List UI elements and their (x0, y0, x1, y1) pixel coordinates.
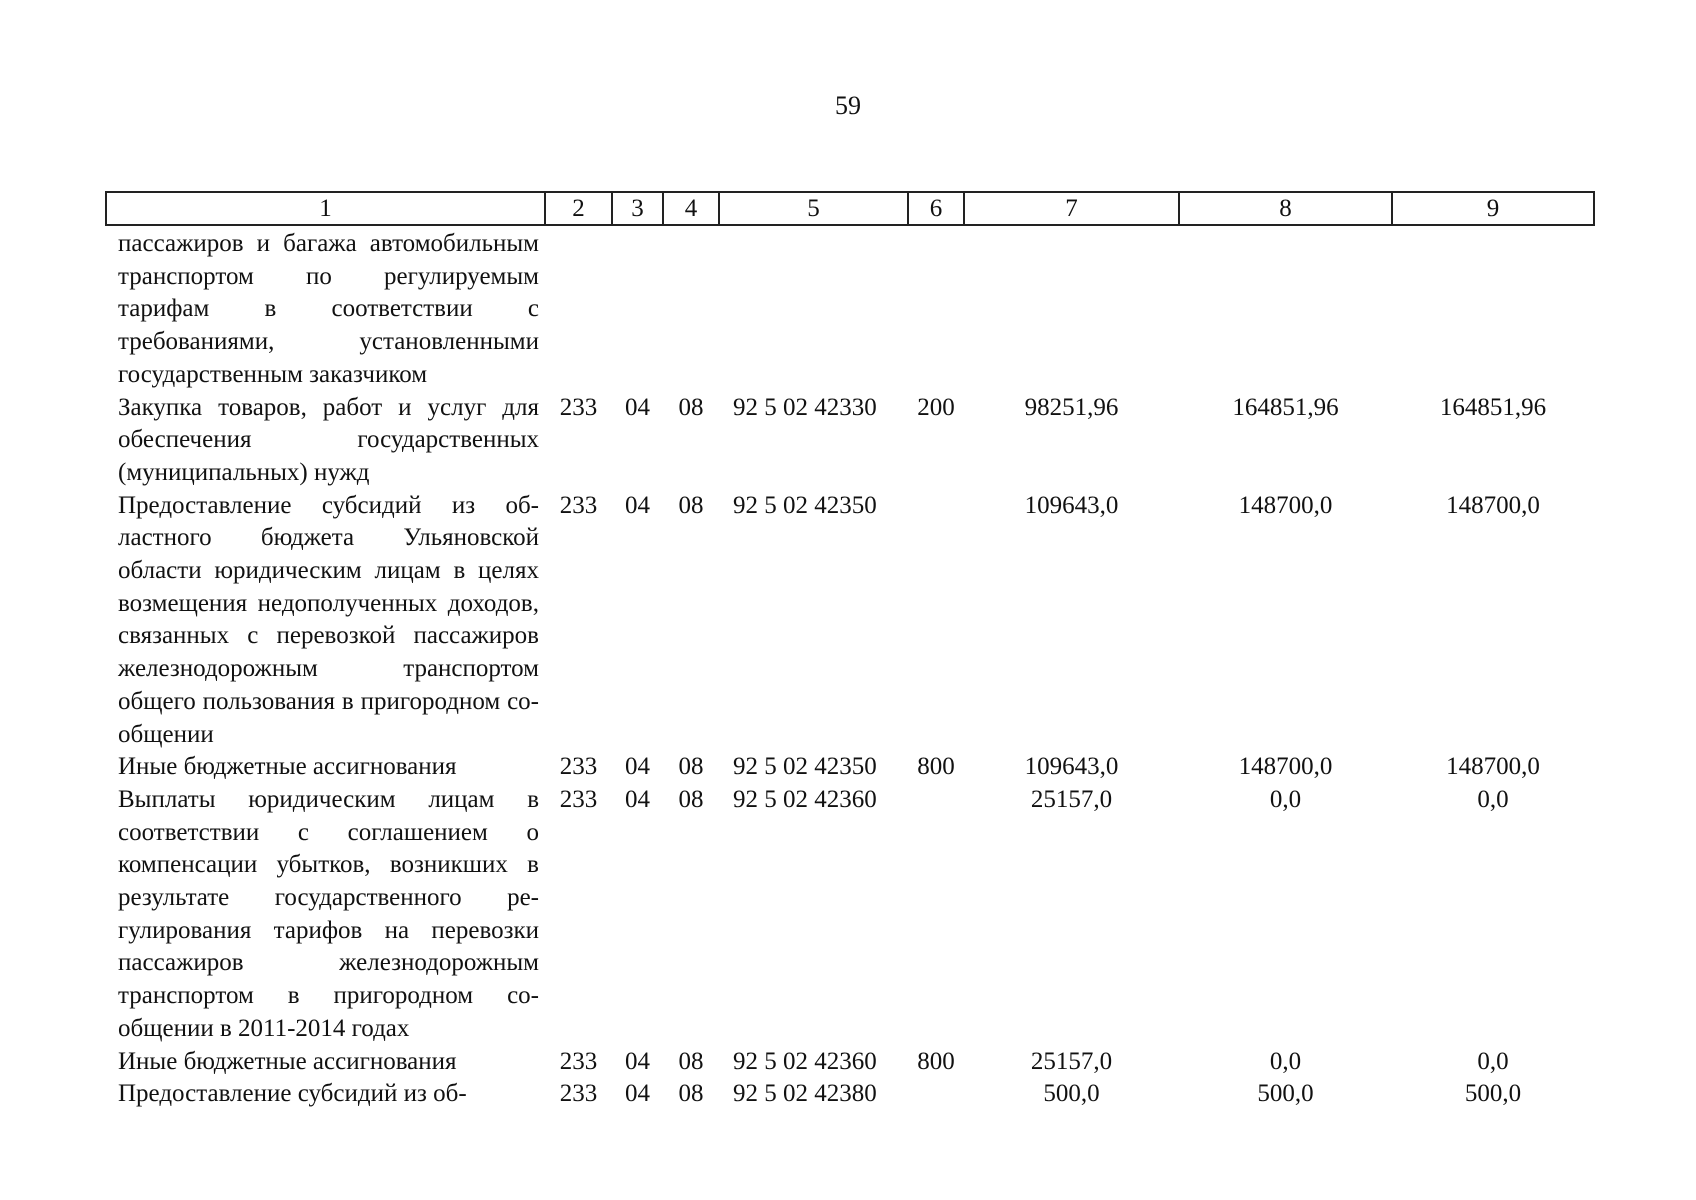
row-pr: 08 (678, 1080, 704, 1108)
row-name: Иные бюджетные ассигнования (118, 1047, 457, 1075)
row-sum-1: 500,0 (1043, 1080, 1100, 1108)
header-cell-sum-3: 9 (1392, 192, 1594, 225)
row-csr (719, 225, 908, 392)
row-csr: 92 5 02 42350 (733, 491, 877, 519)
row-name: Закупка товаров, работ и услуг для обеспечения государственных (муниципальных) нужд (118, 393, 539, 486)
header-cell-sum-1: 7 (964, 192, 1179, 225)
row-name: Предоставление субсидий из областного бюджета Ульяновской области юридическим лицам в целях возмещения недополученных доходов, связанных с перевозкой пассажиров железнодорожным транспортом общего пользования в пригородном сообщении (118, 491, 539, 748)
row-rz: 04 (625, 785, 650, 813)
row-name: Иные бюджетные ассигнования (118, 753, 457, 781)
row-sum-1: 25157,0 (1030, 1047, 1113, 1075)
table-row (106, 784, 1594, 1046)
row-vr: 200 (917, 393, 955, 421)
table-row (106, 225, 1594, 392)
header-cell-csr: 5 (719, 192, 908, 225)
header-cell-vr: 6 (908, 192, 964, 225)
row-grbs: 233 (559, 491, 598, 519)
header-cell-pr: 4 (663, 192, 719, 225)
row-pr: 08 (678, 753, 704, 781)
row-sum-3: 148700,0 (1446, 491, 1540, 519)
table-row (106, 490, 1594, 752)
row-rz: 04 (625, 1047, 650, 1075)
header-cell-grbs: 2 (545, 192, 612, 225)
row-pr: 08 (678, 1047, 704, 1075)
header-row (106, 192, 1594, 225)
row-sum-2: 0,0 (1269, 1047, 1302, 1075)
row-rz (612, 225, 663, 392)
row-sum-3: 164851,96 (1439, 393, 1547, 421)
row-grbs: 233 (559, 1080, 598, 1108)
row-rz: 04 (625, 1080, 650, 1108)
row-vr: 800 (917, 753, 955, 781)
row-name: пассажиров и багажа автомобильным транспортом по регулируемым тарифам в соответствии с требованиями, установленными государственным заказчиком (118, 230, 539, 388)
row-grbs: 233 (559, 785, 598, 813)
row-vr (908, 225, 964, 392)
row-name: Выплаты юридическим лицам в соответствии с соглашением о компенсации убытков, возникших в результате государственного регулирования тарифов на перевозки пассажиров железнодорожным транспортом в пригородном сообщении в 2011-2014 годах (118, 785, 539, 1042)
row-csr: 92 5 02 42330 (733, 393, 877, 421)
row-vr (908, 784, 964, 1046)
table-row (106, 1046, 1594, 1079)
row-sum-2: 0,0 (1269, 785, 1302, 813)
header-cell-rz: 3 (612, 192, 663, 225)
row-grbs: 233 (559, 1047, 598, 1075)
header-cell-sum-2: 8 (1179, 192, 1392, 225)
row-grbs: 233 (559, 753, 598, 781)
row-sum-3: 0,0 (1477, 785, 1509, 813)
row-rz: 04 (625, 393, 650, 421)
row-sum-3: 0,0 (1477, 1047, 1509, 1075)
row-sum-2 (1179, 225, 1392, 392)
table-row (106, 392, 1594, 490)
row-sum-2: 148700,0 (1238, 753, 1333, 781)
row-rz: 04 (625, 491, 650, 519)
row-sum-1 (964, 225, 1179, 392)
row-name: Предоставление субсидий из об- (118, 1080, 467, 1108)
row-csr: 92 5 02 42350 (733, 753, 877, 781)
row-sum-2: 500,0 (1257, 1080, 1314, 1108)
row-csr: 92 5 02 42360 (733, 1047, 877, 1075)
row-grbs: 233 (559, 393, 598, 421)
row-sum-1: 109643,0 (1024, 753, 1119, 781)
row-sum-1: 109643,0 (1024, 491, 1119, 519)
row-sum-1: 98251,96 (1024, 393, 1119, 421)
row-sum-2: 148700,0 (1238, 491, 1333, 519)
row-grbs (545, 225, 612, 392)
row-sum-2: 164851,96 (1232, 393, 1339, 421)
row-vr (908, 490, 964, 752)
row-vr: 800 (917, 1047, 955, 1075)
row-csr: 92 5 02 42360 (733, 785, 877, 813)
row-sum-1: 25157,0 (1030, 785, 1113, 813)
row-pr: 08 (678, 785, 704, 813)
table-row (106, 751, 1594, 784)
row-pr: 08 (678, 491, 704, 519)
row-vr (908, 1078, 964, 1111)
row-pr: 08 (678, 393, 704, 421)
table-row (106, 1078, 1594, 1111)
page-number: 59 (835, 91, 861, 120)
row-csr: 92 5 02 42380 (733, 1080, 877, 1108)
budget-table (105, 191, 1595, 1111)
row-sum-3: 148700,0 (1446, 753, 1540, 781)
row-pr (663, 225, 719, 392)
header-cell-name: 1 (106, 192, 545, 225)
row-sum-3: 500,0 (1464, 1080, 1522, 1108)
row-sum-3 (1392, 225, 1594, 392)
row-rz: 04 (625, 753, 650, 781)
